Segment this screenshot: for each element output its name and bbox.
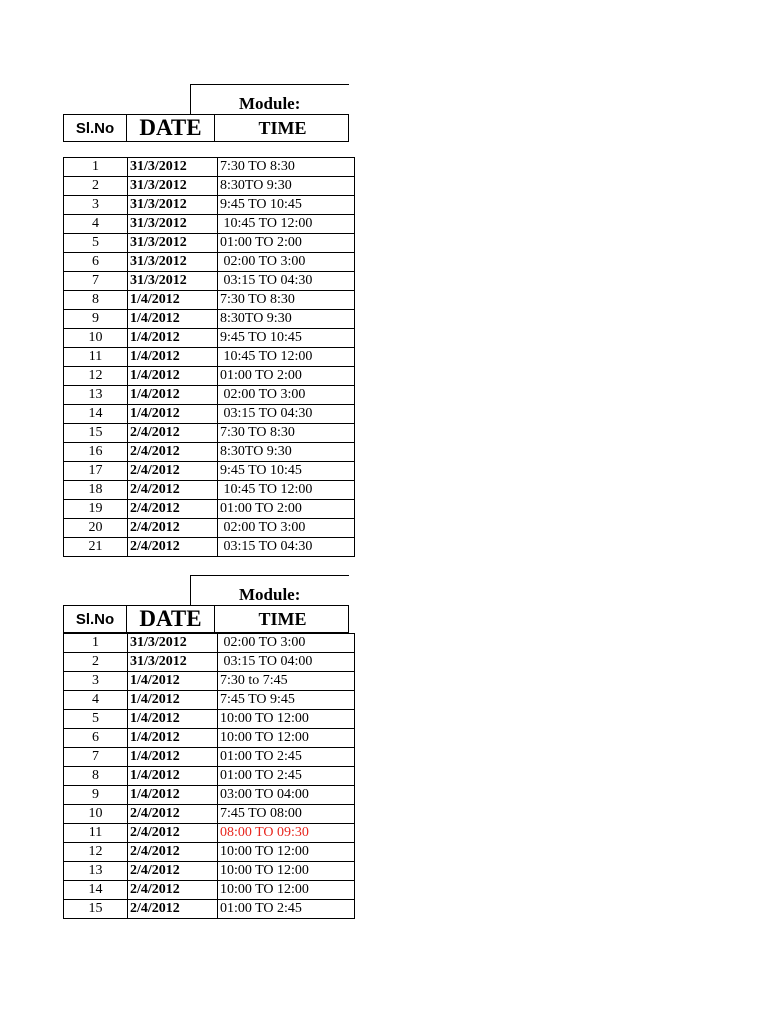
row-slno: 8	[64, 291, 128, 310]
row-time: 8:30TO 9:30	[218, 177, 355, 196]
row-time: 01:00 TO 2:45	[218, 767, 355, 786]
row-slno: 5	[64, 234, 128, 253]
row-date: 2/4/2012	[128, 881, 218, 900]
row-date: 2/4/2012	[128, 443, 218, 462]
row-time: 01:00 TO 2:00	[218, 367, 355, 386]
row-slno: 12	[64, 367, 128, 386]
row-slno: 21	[64, 538, 128, 557]
row-time: 7:30 TO 8:30	[218, 158, 355, 177]
row-slno: 17	[64, 462, 128, 481]
row-slno: 6	[64, 253, 128, 272]
table-row	[64, 386, 355, 405]
row-slno: 10	[64, 329, 128, 348]
row-date: 2/4/2012	[128, 538, 218, 557]
row-slno: 14	[64, 881, 128, 900]
table-row	[64, 653, 355, 672]
row-slno: 10	[64, 805, 128, 824]
row-time: 10:00 TO 12:00	[218, 881, 355, 900]
row-date: 1/4/2012	[128, 348, 218, 367]
row-time: 03:15 TO 04:00	[218, 653, 355, 672]
row-date: 1/4/2012	[128, 405, 218, 424]
row-slno: 4	[64, 215, 128, 234]
table-row	[64, 462, 355, 481]
row-slno: 2	[64, 177, 128, 196]
row-time: 9:45 TO 10:45	[218, 462, 355, 481]
row-date: 1/4/2012	[128, 672, 218, 691]
table-row	[64, 234, 355, 253]
row-slno: 12	[64, 843, 128, 862]
module-label: Module:	[239, 94, 301, 113]
table-row	[64, 805, 355, 824]
row-date: 31/3/2012	[128, 215, 218, 234]
table-row	[64, 862, 355, 881]
header-slno: Sl.No	[64, 606, 127, 632]
header-date: DATE	[139, 115, 202, 140]
table-row	[64, 729, 355, 748]
row-slno: 7	[64, 748, 128, 767]
row-slno: 6	[64, 729, 128, 748]
header-date: DATE	[139, 606, 202, 631]
table-row	[64, 748, 355, 767]
row-slno: 4	[64, 691, 128, 710]
row-slno: 20	[64, 519, 128, 538]
table-row	[64, 310, 355, 329]
row-time: 02:00 TO 3:00	[218, 634, 355, 653]
row-date: 31/3/2012	[128, 196, 218, 215]
row-date: 1/4/2012	[128, 710, 218, 729]
table-row	[64, 824, 355, 843]
row-date: 31/3/2012	[128, 253, 218, 272]
table-row	[64, 272, 355, 291]
row-time: 08:00 TO 09:30	[218, 824, 355, 843]
row-slno: 3	[64, 672, 128, 691]
row-time: 01:00 TO 2:00	[218, 500, 355, 519]
row-time: 03:15 TO 04:30	[218, 405, 355, 424]
table-row	[64, 672, 355, 691]
table-row	[64, 177, 355, 196]
row-date: 1/4/2012	[128, 329, 218, 348]
table-row	[64, 710, 355, 729]
row-slno: 13	[64, 386, 128, 405]
row-date: 1/4/2012	[128, 748, 218, 767]
row-time: 10:00 TO 12:00	[218, 729, 355, 748]
row-time: 8:30TO 9:30	[218, 443, 355, 462]
table-row	[64, 329, 355, 348]
table-row	[64, 196, 355, 215]
row-time: 10:45 TO 12:00	[218, 348, 355, 367]
row-date: 31/3/2012	[128, 653, 218, 672]
row-slno: 1	[64, 158, 128, 177]
row-date: 2/4/2012	[128, 500, 218, 519]
row-date: 1/4/2012	[128, 786, 218, 805]
row-time: 7:30 to 7:45	[218, 672, 355, 691]
row-slno: 18	[64, 481, 128, 500]
row-date: 2/4/2012	[128, 519, 218, 538]
row-time: 9:45 TO 10:45	[218, 196, 355, 215]
row-slno: 11	[64, 824, 128, 843]
row-slno: 15	[64, 424, 128, 443]
row-date: 2/4/2012	[128, 805, 218, 824]
module-label: Module:	[239, 585, 301, 604]
row-time: 7:45 TO 9:45	[218, 691, 355, 710]
row-date: 2/4/2012	[128, 843, 218, 862]
row-date: 2/4/2012	[128, 481, 218, 500]
table-row	[64, 519, 355, 538]
row-slno: 7	[64, 272, 128, 291]
row-slno: 16	[64, 443, 128, 462]
row-time: 03:15 TO 04:30	[218, 538, 355, 557]
table-row	[64, 900, 355, 919]
row-slno: 2	[64, 653, 128, 672]
row-time: 10:45 TO 12:00	[218, 481, 355, 500]
row-slno: 3	[64, 196, 128, 215]
table-row	[64, 158, 355, 177]
row-date: 1/4/2012	[128, 386, 218, 405]
header-slno: Sl.No	[64, 115, 127, 141]
row-time: 02:00 TO 3:00	[218, 253, 355, 272]
row-slno: 19	[64, 500, 128, 519]
table-row	[64, 215, 355, 234]
row-time: 8:30TO 9:30	[218, 310, 355, 329]
row-slno: 15	[64, 900, 128, 919]
row-date: 2/4/2012	[128, 462, 218, 481]
table-row	[64, 348, 355, 367]
row-date: 2/4/2012	[128, 424, 218, 443]
row-date: 1/4/2012	[128, 691, 218, 710]
row-date: 1/4/2012	[128, 291, 218, 310]
row-date: 1/4/2012	[128, 729, 218, 748]
table-header	[63, 114, 349, 142]
row-time: 02:00 TO 3:00	[218, 519, 355, 538]
row-date: 1/4/2012	[128, 310, 218, 329]
row-date: 2/4/2012	[128, 824, 218, 843]
table-row	[64, 843, 355, 862]
row-date: 31/3/2012	[128, 158, 218, 177]
row-time: 10:00 TO 12:00	[218, 862, 355, 881]
row-slno: 1	[64, 634, 128, 653]
header-time: TIME	[214, 115, 350, 141]
schedule-table-1	[63, 157, 355, 557]
row-slno: 11	[64, 348, 128, 367]
table-row	[64, 424, 355, 443]
row-slno: 5	[64, 710, 128, 729]
row-slno: 14	[64, 405, 128, 424]
row-time: 10:45 TO 12:00	[218, 215, 355, 234]
row-slno: 9	[64, 786, 128, 805]
table-row	[64, 405, 355, 424]
row-slno: 8	[64, 767, 128, 786]
row-date: 1/4/2012	[128, 367, 218, 386]
table-row	[64, 253, 355, 272]
row-time: 02:00 TO 3:00	[218, 386, 355, 405]
table-row	[64, 443, 355, 462]
row-slno: 13	[64, 862, 128, 881]
row-time: 7:30 TO 8:30	[218, 291, 355, 310]
row-date: 31/3/2012	[128, 234, 218, 253]
row-date: 31/3/2012	[128, 177, 218, 196]
row-time: 01:00 TO 2:45	[218, 748, 355, 767]
table-row	[64, 538, 355, 557]
row-time: 01:00 TO 2:45	[218, 900, 355, 919]
table-row	[64, 881, 355, 900]
table-row	[64, 367, 355, 386]
row-time: 03:00 TO 04:00	[218, 786, 355, 805]
table-header	[63, 605, 349, 633]
row-date: 31/3/2012	[128, 272, 218, 291]
row-time: 9:45 TO 10:45	[218, 329, 355, 348]
header-time: TIME	[214, 606, 350, 632]
table-row	[64, 691, 355, 710]
row-date: 31/3/2012	[128, 634, 218, 653]
row-time: 10:00 TO 12:00	[218, 710, 355, 729]
table-row	[64, 500, 355, 519]
row-date: 2/4/2012	[128, 900, 218, 919]
table-row	[64, 291, 355, 310]
table-row	[64, 634, 355, 653]
table-row	[64, 786, 355, 805]
row-time: 10:00 TO 12:00	[218, 843, 355, 862]
table-row	[64, 481, 355, 500]
row-date: 2/4/2012	[128, 862, 218, 881]
row-time: 7:30 TO 8:30	[218, 424, 355, 443]
row-time: 7:45 TO 08:00	[218, 805, 355, 824]
row-time: 01:00 TO 2:00	[218, 234, 355, 253]
schedule-table-2	[63, 633, 355, 919]
row-date: 1/4/2012	[128, 767, 218, 786]
row-slno: 9	[64, 310, 128, 329]
table-row	[64, 767, 355, 786]
row-time: 03:15 TO 04:30	[218, 272, 355, 291]
